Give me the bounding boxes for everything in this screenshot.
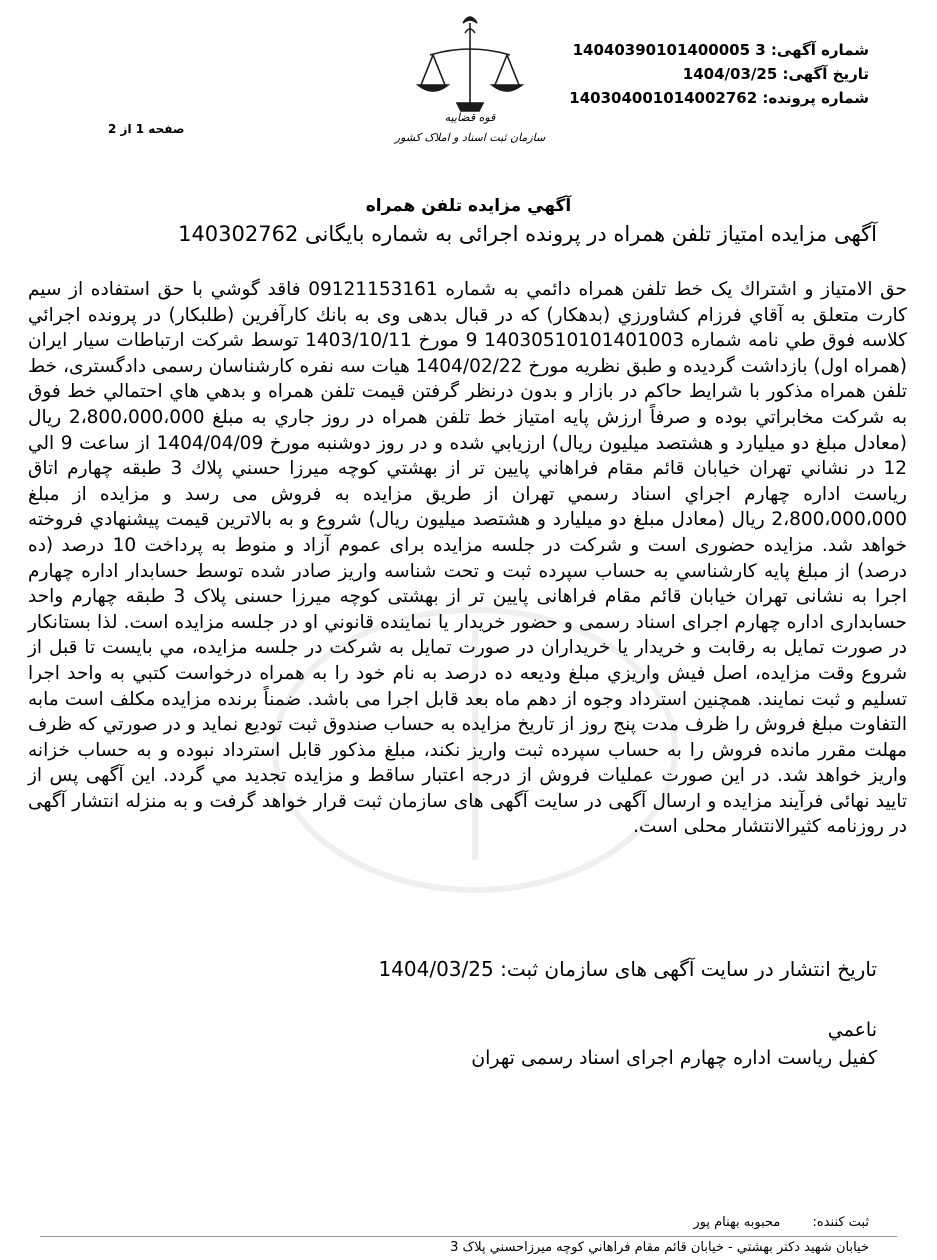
- footer-address: خيابان شهيد دكتر بهشتي - خيابان قائم مقام فراهاني كوچه ميرزاحسني پلاک 3: [450, 1240, 869, 1255]
- signatory-name: ناعمي: [827, 1019, 877, 1041]
- signature-block: [77, 1016, 877, 1072]
- ad-date: 1404/03/25: [682, 65, 778, 83]
- emblem-caption: قوه قضاییه: [444, 111, 496, 124]
- case-number-row: [569, 86, 869, 110]
- emblem-org: سازمان ثبت اسناد و املاک کشور: [394, 131, 546, 144]
- publish-date-line: تاریخ انتشار در سایت آگهی های سازمان ثبت: 1404/03/25: [378, 957, 877, 981]
- auction-body-text: حق الامتياز و اشتراك يک خط تلفن همراه دائمي به شماره 09121153161 فاقد گوشي با حق استفاده از سيم كارت متعلق به آقاي فرزام كشاورزي (بدهكار) كه در قبال بدهی وی به بانك كارآفرين (طلبكار) در پرونده اجرائي كلاسه فوق طي نامه شماره 14030510101401003 9 مورخ 1403/10/11 توسط شركت ارتباطات سيار ايران (همراه اول) بازداشت گرديده و طبق نظريه مورخ 1404/02/22 هيات سه نفره كارشناسان رسمی دادگستری، خط تلفن همراه مذكور با شرايط حاكم در بازار و بدون درنظر گرفتن قيمت تلفن همراه و بدهي هاي احتمالي خط فوق به شركت مخابراتي بوده و صرفاً ارزش پايه امتياز خط تلفن همراه در روز جاري به مبلغ 2،800،000،000 ريال (معادل مبلغ دو ميليارد و هشتصد ميليون ريال) ارزيابي شده و در روز دوشنبه مورخ 1404/04/09 از ساعت 9 الي 12 در نشاني تهران خيابان قائم مقام فراهاني پايين تر از بهشتي كوچه ميرزا حسني پلاك 3 طبقه چهارم اتاق رياست اداره چهارم اجراي اسناد رسمي تهران از طريق مزايده به فروش می رسد و مزايده از مبلغ 2،800،000،000 ريال (معادل مبلغ دو ميليارد و هشتصد ميليون ريال) شروع و به بالاترين قيمت پيشنهادي فروخته خواهد شد. مزايده حضوری است و شركت در جلسه مزايده برای عموم آزاد و منوط به پرداخت 10 درصد (ده درصد) از مبلغ پايه كارشناسي به حساب سپرده ثبت و تحت شناسه واريز صادر شده توسط حسابدار اداره چهارم اجرا به نشانی تهران خيابان قائم مقام فراهانی پايين تر از بهشتی كوچه ميرزا حسنی پلاک 3 طبقه چهارم واحد حسابداری اداره چهارم اجرای اسناد رسمی و حضور خريدار يا نماينده قانوني او در جلسه مزايده است. لذا بستانكار در صورت تمايل به رقابت و خريدار يا خريداران در صورت تمايل به شركت در جلسه مزايده، مي بايست تا قبل از شروع وقت مزايده، اصل فيش واريزي مبلغ وديعه ده درصد به نام خود را به همراه درخواست كتبي به واحد اجرا تسليم و ثبت نمايند. همچنين استرداد وجوه از دهم ماه بعد قابل اجرا می باشد. ضمناً برنده مزايده مكلف است مابه التفاوت مبلغ فروش را ظرف مدت پنج روز از تاريخ مزايده به حساب صندوق ثبت توديع نمايد و در صورتي كه ظرف مهلت مقرر مانده فروش را به حساب سپرده ثبت واريز نكند، مبلغ مذكور قابل استرداد نبوده و به حساب خزانه واريز خواهد شد. در اين صورت عمليات فروش از درجه اعتبار ساقط و مزايده تجديد مي گردد. اين آگهی پس از تاييد نهائی فرآيند مزايده و ارسال آگهی در سايت آگهی های سازمان ثبت قرار خواهد گرفت و به منزله انتشار آگهی در روزنامه كثيرالانتشار محلی است.: [28, 279, 908, 838]
- case-number: 140304001014002762: [569, 89, 758, 107]
- ad-number-row: [569, 38, 869, 62]
- ad-date-row: [569, 62, 869, 86]
- ad-metadata: [569, 38, 869, 110]
- registrar-label: ثبت كننده:: [812, 1215, 869, 1230]
- page-indicator: صفحه 1 از 2: [108, 122, 185, 136]
- footer-divider: [40, 1236, 897, 1237]
- page-title: آگهي مزايده تلفن همراه: [365, 196, 572, 216]
- ad-date-label: تاریخ آگهی:: [782, 65, 869, 83]
- registrar-line: [693, 1215, 869, 1230]
- ad-number: 14040390101400005 3: [572, 41, 766, 59]
- registrar-name: محبوبه بهنام پور: [693, 1215, 781, 1230]
- signatory-position: كفيل رياست اداره چهارم اجرای اسناد رسمی تهران: [471, 1047, 877, 1069]
- case-number-label: شماره پرونده:: [762, 89, 869, 107]
- judiciary-emblem: [385, 5, 555, 150]
- page-subtitle: آگهی مزایده امتیاز تلفن همراه در پرونده اجرائی به شماره بایگانی 140302762: [178, 222, 877, 246]
- ad-number-label: شماره آگهی:: [770, 41, 869, 59]
